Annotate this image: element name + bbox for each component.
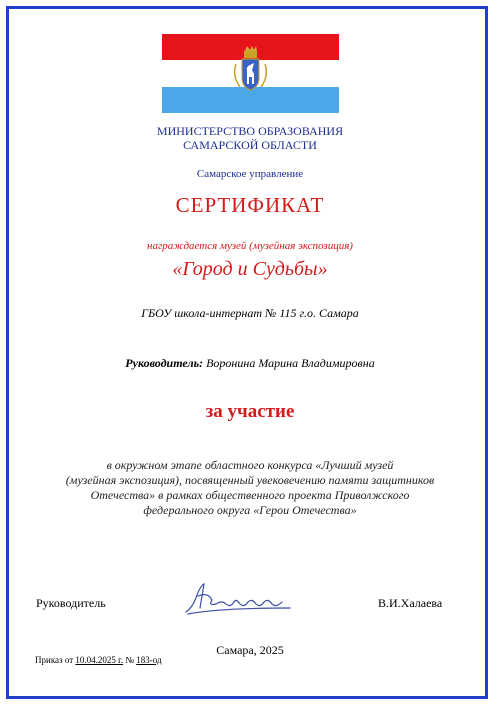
leader-label: Руководитель: <box>125 356 204 370</box>
school-name: ГБОУ школа-интернат № 115 г.о. Самара <box>141 306 359 320</box>
samara-flag-emblem <box>162 34 339 113</box>
ministry-line-1: МИНИСТЕРСТВО ОБРАЗОВАНИЯ <box>156 124 344 138</box>
leader-name: Воронина Марина Владимировна <box>206 356 375 370</box>
description <box>0 458 500 518</box>
signature-icon <box>178 578 300 618</box>
order-number-label: № <box>125 655 134 665</box>
description-line: федерального округа «Герои Отечества» <box>143 503 357 517</box>
participation-heading: за участие <box>205 401 295 422</box>
description-line: (музейная экспозиция), посвященный увековечению памяти защитников <box>65 473 435 487</box>
ministry-name <box>0 124 500 152</box>
certificate-title: СЕРТИФИКАТ <box>175 193 325 217</box>
signatory-role: Руководитель <box>36 596 106 610</box>
description-line: Отечества» в рамках общественного проекта Приволжского <box>90 488 410 502</box>
description-line: в окружном этапе областного конкурса «Лучший музей <box>106 458 394 472</box>
signatory-name: В.И.Халаева <box>378 596 443 610</box>
order-date: 10.04.2025 г. <box>75 655 124 665</box>
order-reference <box>35 655 162 665</box>
museum-name: «Город и Судьбы» <box>172 258 328 280</box>
leader-line <box>0 356 500 371</box>
awarded-line: награждается музей (музейная экспозиция) <box>147 240 353 252</box>
order-prefix: Приказ от <box>35 655 74 665</box>
department-name: Самарское управление <box>196 168 304 180</box>
ministry-line-2: САМАРСКОЙ ОБЛАСТИ <box>183 138 317 152</box>
city-year: Самара, 2025 <box>216 643 284 657</box>
order-number: 183-од <box>136 655 162 665</box>
